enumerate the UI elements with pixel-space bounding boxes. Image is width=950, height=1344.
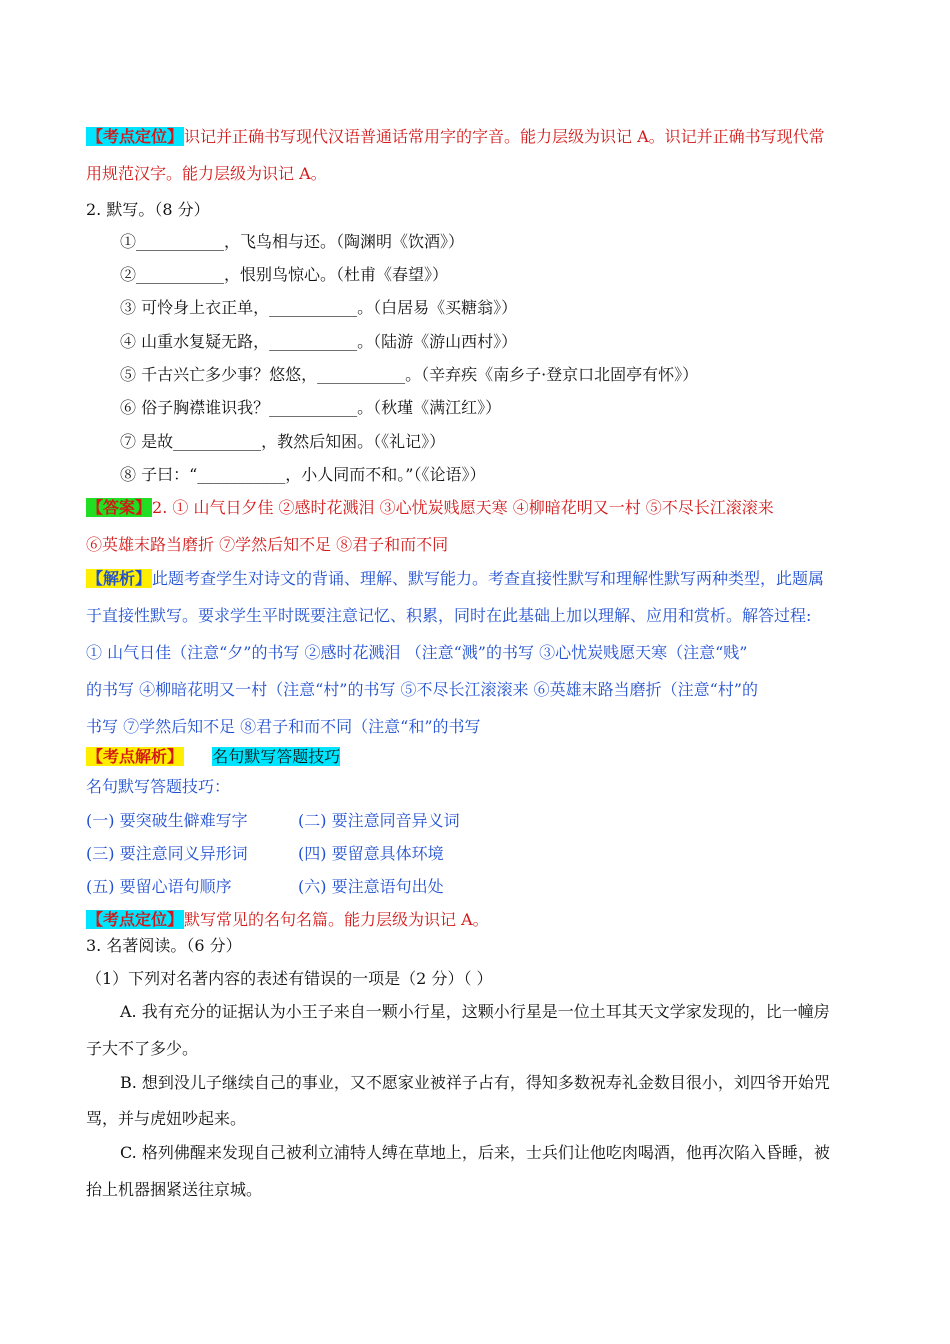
analysis-line2: 于直接性默写。要求学生平时既要注意记忆、积累，同时在此基础上加以理解、应用和赏析。解答过程:	[86, 606, 812, 625]
q3-optA-line2: 子大不了多少。	[86, 1039, 199, 1058]
section1-line1: 【考点定位】识记并正确书写现代汉语普通话常用字的字音。能力层级为识记 A。识记并正确书写现代常	[87, 127, 825, 146]
q3-optA-line1: A. 我有充分的证据认为小王子来自一颗小行星，这颗小行星是一位土耳其天文学家发现的，比一幢房	[120, 1002, 830, 1021]
q3-optB-line1: B. 想到没儿子继续自己的事业，又不愿家业被祥子占有，得知多数祝寿礼金数目很小，刘四爷开始咒	[120, 1073, 830, 1092]
q2-title: 2. 默写。（8 分）	[86, 200, 210, 219]
kaodian-dingwei-tag: 【考点定位】	[87, 127, 184, 146]
locate-line: 【考点定位】默写常见的名句名篇。能力层级为识记 A。	[87, 910, 489, 929]
analysis-line5: 书写 ⑦学然后知不足 ⑧君子和而不同（注意“和”的书写	[86, 717, 481, 736]
q3-optB-line2: 骂，并与虎妞吵起来。	[86, 1109, 247, 1128]
analysis-line4: 的书写 ④柳暗花明又一村（注意“村”的书写 ⑤不尽长江滚滚来 ⑥英雄末路当磨折（注意“村”的	[86, 680, 758, 699]
tip-5: (五) 要留心语句顺序	[86, 877, 232, 896]
point-analysis-tag: 【考点解析】	[87, 747, 184, 766]
q2-item-6: ⑥ 俗子胸襟谁识我？___________。（秋瑾《满江红》）	[120, 398, 502, 417]
tip-3: (三) 要注意同义异形词	[86, 844, 248, 863]
answer-line2: ⑥英雄末路当磨折 ⑦学然后知不足 ⑧君子和而不同	[86, 535, 449, 554]
locate-tag: 【考点定位】	[87, 910, 184, 929]
q2-item-7: ⑦ 是故___________，教然后知困。（《礼记》）	[120, 432, 446, 451]
answer-line1: 【答案】2. ① 山气日夕佳 ②感时花溅泪 ③心忧炭贱愿天寒 ④柳暗花明又一村 ⑤不尽长江滚滚来	[87, 498, 774, 517]
q2-item-5: ⑤ 千古兴亡多少事？悠悠，___________。（辛弃疾《南乡子·登京口北固亭有怀》）	[120, 365, 699, 384]
point-analysis-line	[86, 746, 340, 768]
point-analysis-title: 名句默写答题技巧	[212, 747, 341, 766]
q3-sub1: （1）下列对名著内容的表述有错误的一项是（2 分）（ ）	[86, 969, 493, 988]
analysis-tag: 【解析】	[87, 569, 152, 588]
q2-item-8: ⑧ 子曰：“___________，小人同而不和。”（《论语》）	[120, 465, 486, 484]
q2-item-1: ①___________，飞鸟相与还。（陶渊明《饮酒》）	[120, 232, 465, 251]
q3-title: 3. 名著阅读。（6 分）	[86, 936, 242, 955]
q3-optC-line1: C. 格列佛醒来发现自己被利立浦特人缚在草地上，后来，士兵们让他吃肉喝酒，他再次陷入昏睡，被	[120, 1143, 830, 1162]
section1-line2: 用规范汉字。能力层级为识记 A。	[86, 164, 327, 183]
tips-heading: 名句默写答题技巧：	[86, 777, 231, 796]
tip-6: (六) 要注意语句出处	[298, 877, 444, 896]
analysis-line1: 【解析】此题考查学生对诗文的背诵、理解、默写能力。考查直接性默写和理解性默写两种类型，此题属	[87, 569, 825, 588]
tip-1: (一) 要突破生僻难写字	[86, 811, 248, 830]
tip-4: (四) 要留意具体环境	[298, 844, 444, 863]
q2-item-3: ③ 可怜身上衣正单，___________。（白居易《买糖翁》）	[120, 298, 518, 317]
q2-item-4: ④ 山重水复疑无路，___________。（陆游《游山西村》）	[120, 332, 518, 351]
answer-tag: 【答案】	[87, 498, 152, 517]
analysis-line3: ① 山气日佳（注意“夕”的书写 ②感时花溅泪 （注意“溅”的书写 ③心忧炭贱愿天寒（注意“贱”	[86, 643, 748, 662]
q2-item-2: ②___________，恨别鸟惊心。（杜甫《春望》）	[120, 265, 449, 284]
tip-2: (二) 要注意同音异义词	[298, 811, 460, 830]
q3-optC-line2: 抬上机器捆紧送往京城。	[86, 1180, 263, 1199]
